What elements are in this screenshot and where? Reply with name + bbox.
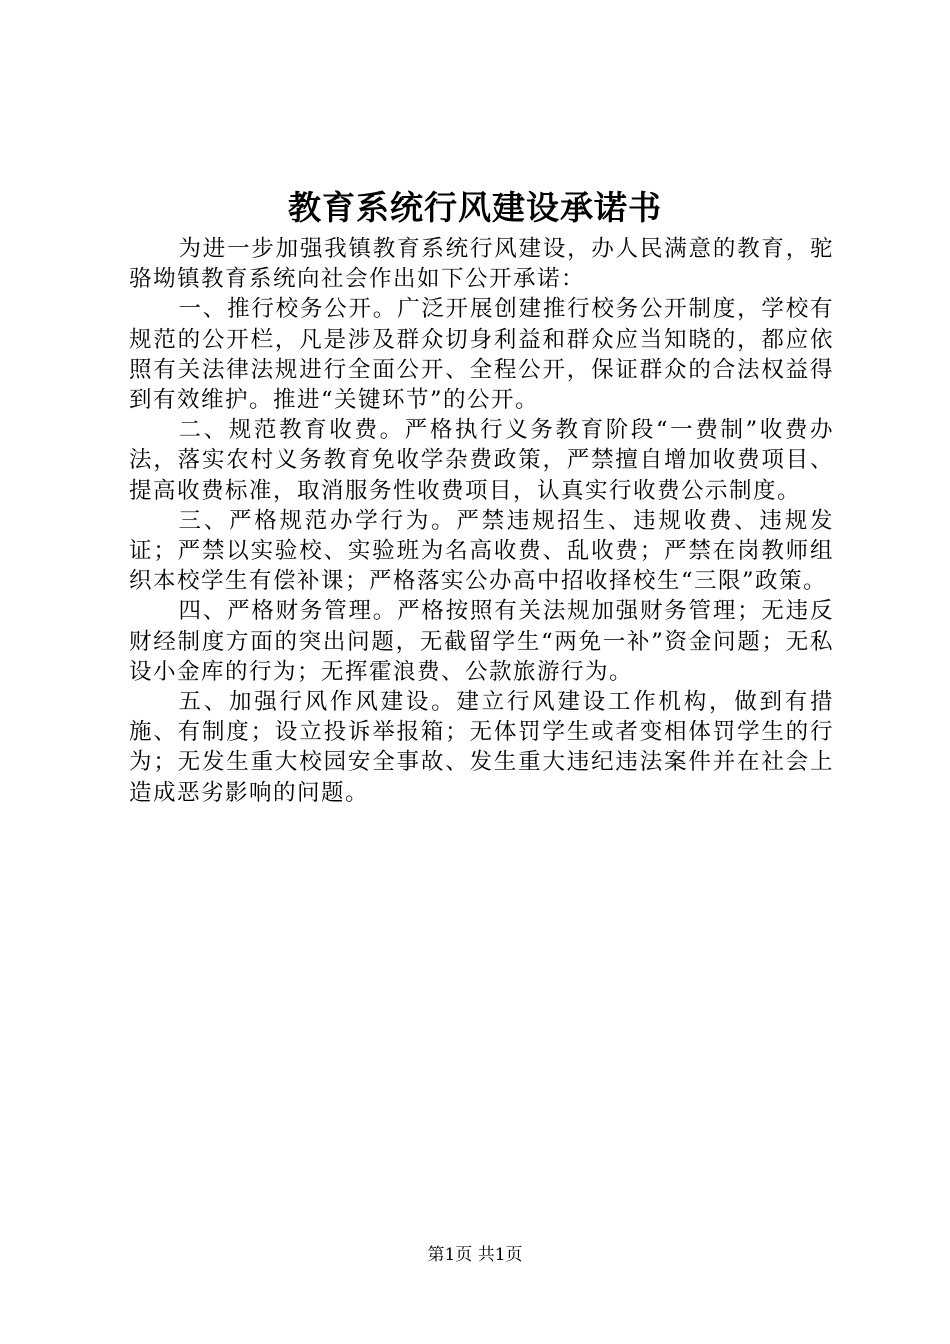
document-body bbox=[129, 234, 834, 808]
intro-paragraph: 为进一步加强我镇教育系统行风建设，办人民满意的教育，驼骆坳镇教育系统向社会作出如下公开承诺： bbox=[129, 236, 834, 293]
commitment-paragraph-1: 一、推行校务公开。广泛开展创建推行校务公开制度，学校有规范的公开栏，凡是涉及群众切身利益和群众应当知晓的，都应依照有关法律法规进行全面公开、全程公开，保证群众的合法权益得到有效维护。推进“关键环节”的公开。 bbox=[129, 296, 834, 414]
commitment-paragraph-4: 四、严格财务管理。严格按照有关法规加强财务管理；无违反财经制度方面的突出问题，无截留学生“两免一补”资金问题；无私设小金库的行为；无挥霍浪费、公款旅游行为。 bbox=[129, 598, 834, 685]
page-number-footer: 第1页 共1页 bbox=[427, 1245, 523, 1265]
commitment-paragraph-5: 五、加强行风作风建设。建立行风建设工作机构，做到有措施、有制度；设立投诉举报箱；无体罚学生或者变相体罚学生的行为；无发生重大校园安全事故、发生重大违纪违法案件并在社会上造成恶劣影响的问题。 bbox=[129, 689, 834, 806]
commitment-paragraph-3: 三、严格规范办学行为。严禁违规招生、违规收费、违规发证；严禁以实验校、实验班为名高收费、乱收费；严禁在岗教师组织本校学生有偿补课；严格落实公办高中招收择校生“三限”政策。 bbox=[129, 507, 834, 595]
commitment-paragraph-2: 二、规范教育收费。严格执行义务教育阶段“一费制”收费办法，落实农村义务教育免收学杂费政策，严禁擅自增加收费项目、提高收费标准，取消服务性收费项目，认真实行收费公示制度。 bbox=[129, 417, 834, 504]
document-title: 教育系统行风建设承诺书 bbox=[288, 188, 662, 227]
